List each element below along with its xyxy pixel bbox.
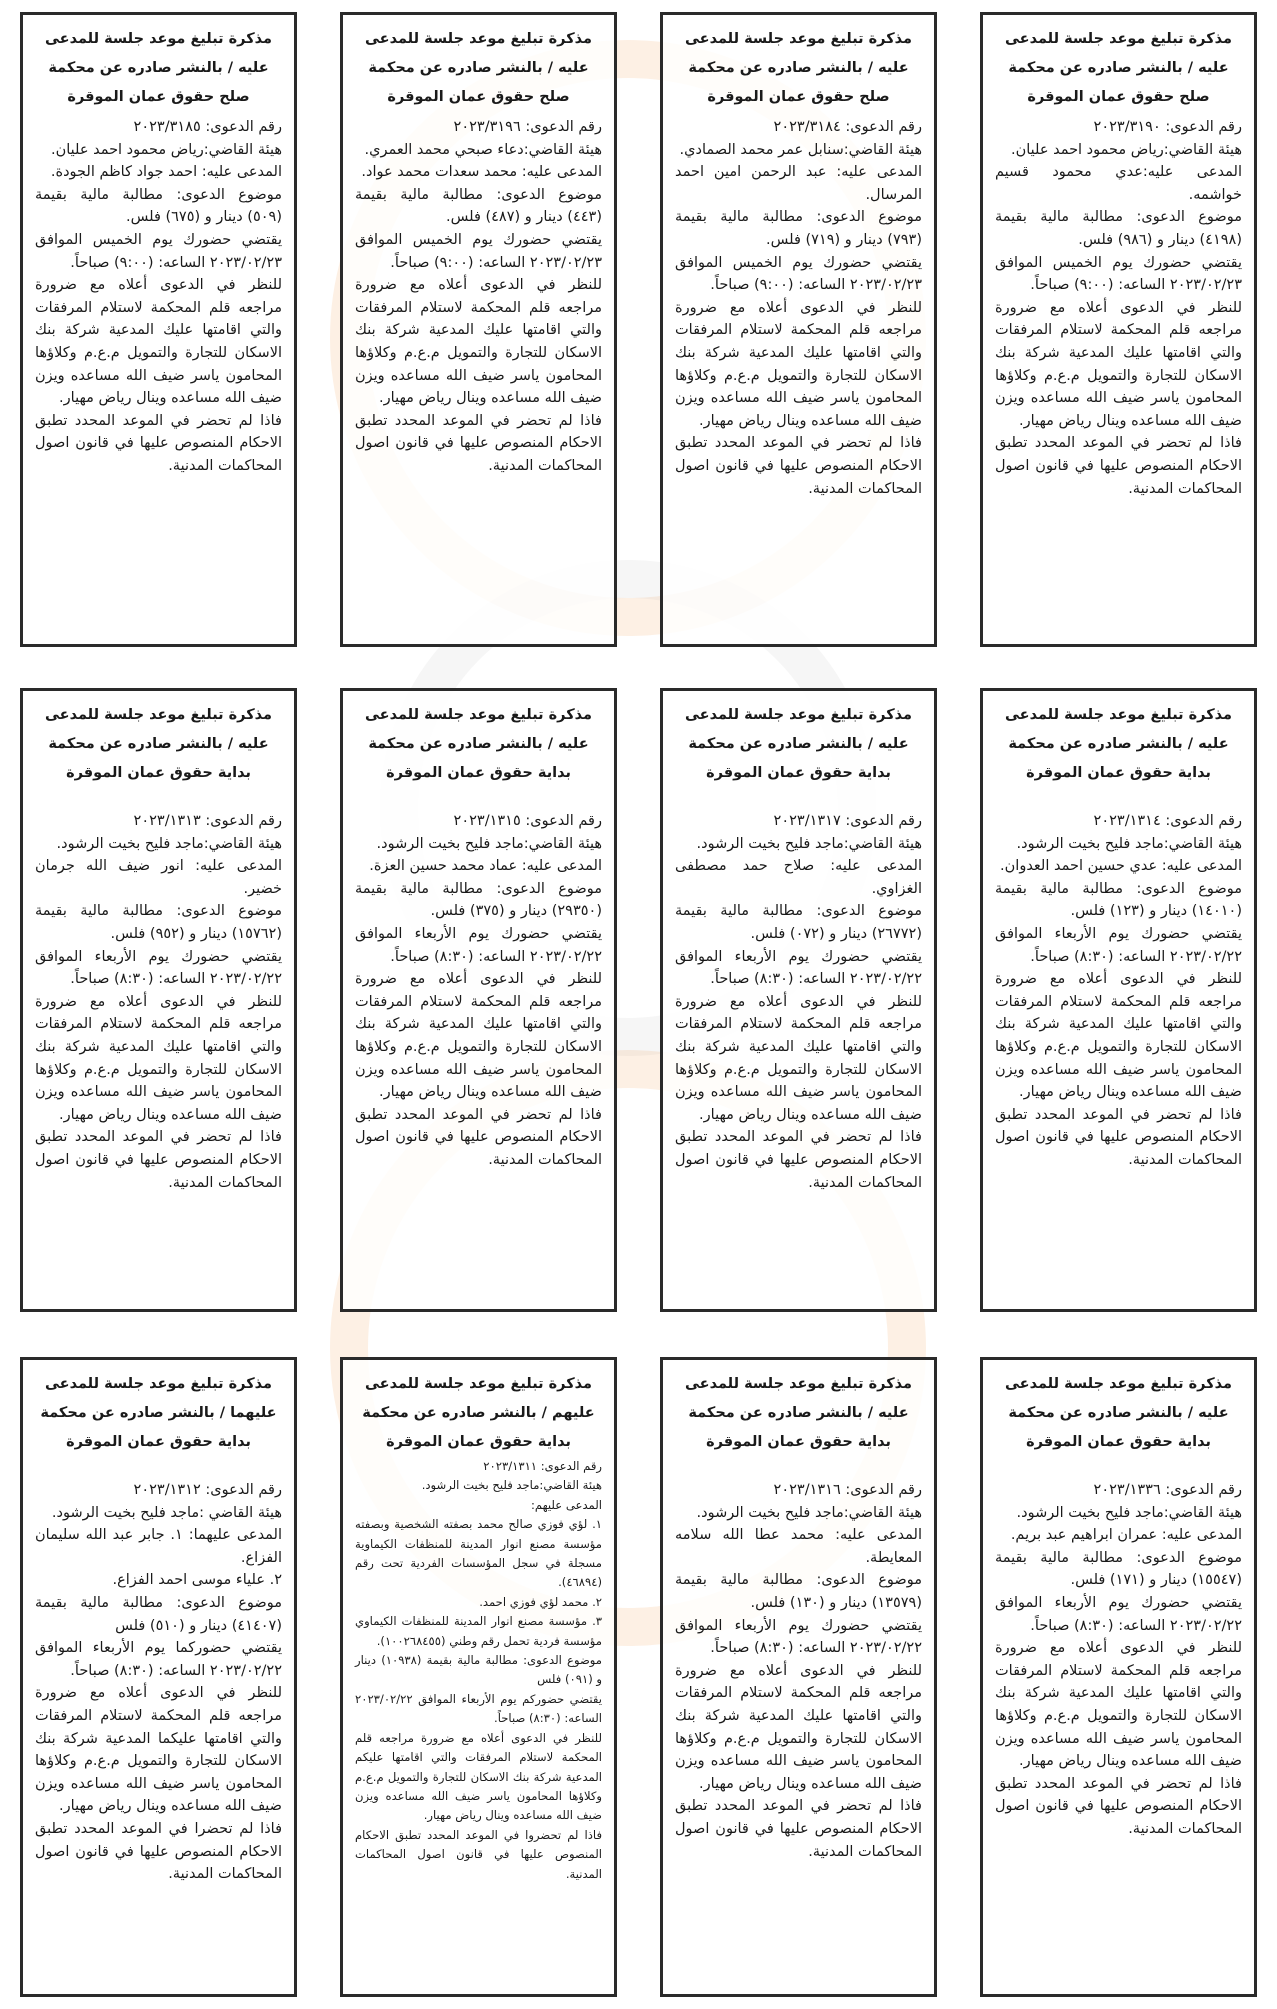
notice-paragraph: فاذا لم تحضر في الموعد المحدد تطبق الاحكام المنصوص عليها في قانون اصول المحاكمات المدنية. [355,1106,602,1168]
notice-paragraph: يقتضي حضورك يوم الخميس الموافق ٢٠٢٣/٠٢/٢٣ الساعه: (٩:٠٠) صباحاً. [995,254,1242,294]
notice-paragraph: المدعى عليه: صلاح حمد مصطفى الغزاوي. [675,858,922,897]
legal-notice [340,12,617,647]
notice-paragraph: موضوع الدعوى: مطالبة مالية بقيمة (٢٩٣٥٠) دينار و (٣٧٥) فلس. [355,880,602,920]
legal-notice [980,1357,1257,1997]
notice-paragraph: موضوع الدعوى: مطالبة مالية بقيمة (١٤٠١٠) دينار و (١٢٣) فلس. [995,880,1242,920]
notice-paragraph: رقم الدعوى: ٢٠٢٣/١٣١٧ [773,813,922,829]
notice-paragraph: المدعى عليه: احمد جواد كاظم الجودة. [50,164,282,181]
notice-paragraph: رقم الدعوى: ٢٠٢٣/٣١٨٤ [773,119,922,135]
legal-notice [20,688,297,1312]
notice-paragraph: المدعى عليه: محمد عطا الله سلامه المعايطة. [675,1527,922,1566]
notice-paragraph: المدعى عليه: عماد محمد حسين العزة. [369,858,602,875]
notice-paragraph: موضوع الدعوى: مطالبة مالية بقيمة (١٥٥٤٧) دينار و (١٧١) فلس. [995,1549,1242,1589]
notice-paragraph: المدعى عليه: عدي حسين احمد العدوان. [1000,858,1242,875]
notice-paragraph: للنظر في الدعوى أعلاه مع ضرورة مراجعه قلم المحكمة لاستلام المرفقات والتي اقامتها عليك المدعية شركة بنك الاسكان للتجارة والتمويل م.ع.م وكلاؤها المحامون ياسر ضيف الله مساعده ويزن ضيف الله مساعده وينال رياض مهيار. [35,277,282,407]
notice-paragraph: رقم الدعوى: ٢٠٢٣/١٣١٢ [133,1482,282,1498]
notice-paragraph: يقتضي حضوركم يوم الأربعاء الموافق ٢٠٢٣/٠٢/٢٢ الساعه: (٨:٣٠) صباحاً. [355,1691,602,1726]
notice-paragraph: فاذا لم تحضرا في الموعد المحدد تطبق الاحكام المنصوص عليها في قانون اصول المحاكمات المدنية. [35,1820,282,1883]
notice-paragraph: فاذا لم تحضر في الموعد المحدد تطبق الاحكام المنصوص عليها في قانون اصول المحاكمات المدنية. [35,412,282,474]
notice-paragraph: ١. لؤي فوزي صالح محمد بصفته الشخصية وبصفته مؤسسة مصنع انوار المدينة للمنظفات الكيماوية مسجلة في سجل المؤسسات الفردية تحت رقم (٤٦٨٩٤). [355,1517,602,1590]
notice-title: مذكرة تبليغ موعد جلسة للمدعى عليه / بالنشر صادره عن محكمة صلح حقوق عمان الموقرة [685,31,912,105]
notice-paragraph: موضوع الدعوى: مطالبة مالية بقيمة (١٣٥٧٩) دينار و (١٣٠) فلس. [675,1572,922,1611]
notice-title: مذكرة تبليغ موعد جلسة للمدعى عليه / بالنشر صادره عن محكمة بداية حقوق عمان الموقرة [45,707,272,781]
notice-paragraph: ٢. محمد لؤي فوزي احمد. [479,1594,602,1609]
notice-paragraph: ٣. مؤسسة مصنع انوار المدينة للمنظفات الكيماوي مؤسسة فردية تحمل رقم وطني (١٠٠٢٦٨٤٥٥). [355,1614,602,1648]
notice-paragraph: المدعى عليه: انور ضيف الله جرمان خضير. [35,858,282,897]
notice-paragraph: يقتضي حضورك يوم الأربعاء الموافق ٢٠٢٣/٠٢/٢٢ الساعه: (٨:٣٠) صباحاً. [675,1617,922,1657]
notice-paragraph: هيئة القاضي:ماجد فليح بخيت الرشود. [376,835,602,852]
notice-paragraph: هيئة القاضي:سنابل عمر محمد الصمادي. [679,141,922,158]
notice-paragraph: رقم الدعوى: ٢٠٢٣/١٣١٥ [453,813,602,829]
legal-notice [660,688,937,1312]
notice-paragraph: هيئة القاضي:دعاء صبحي محمد العمري. [364,141,602,158]
notice-title: مذكرة تبليغ موعد جلسة للمدعى عليه / بالنشر صادره عن محكمة بداية حقوق عمان الموقرة [1005,1376,1232,1450]
notice-title: مذكرة تبليغ موعد جلسة للمدعى عليه / بالنشر صادره عن محكمة صلح حقوق عمان الموقرة [365,31,592,105]
notice-paragraph: رقم الدعوى: ٢٠٢٣/٣١٨٥ [133,119,282,135]
notice-paragraph: هيئة القاضي:رياض محمود احمد عليان. [1010,141,1242,158]
legal-notice [660,1357,937,1997]
notice-title: مذكرة تبليغ موعد جلسة للمدعى عليه / بالنشر صادره عن محكمة بداية حقوق عمان الموقرة [1005,707,1232,781]
notice-paragraph: رقم الدعوى: ٢٠٢٣/١٣١١ [483,1459,602,1473]
notice-paragraph: موضوع الدعوى: مطالبة مالية بقيمة (٥٠٩) دينار و (٦٧٥) فلس. [35,186,282,226]
notice-paragraph: للنظر في الدعوى أعلاه مع ضرورة مراجعه قلم المحكمة لاستلام المرفقات والتي اقامتها عليك المدعية شركة بنك الاسكان للتجارة والتمويل م.ع.م وكلاؤها المحامون ياسر ضيف الله مساعده ويزن ضيف الله مساعده وينال رياض مهيار. [35,993,282,1123]
notice-paragraph: فاذا لم تحضر في الموعد المحدد تطبق الاحكام المنصوص عليها في قانون اصول المحاكمات المدنية. [35,1129,282,1191]
notice-paragraph: فاذا لم تحضر في الموعد المحدد تطبق الاحكام المنصوص عليها في قانون اصول المحاكمات المدنية. [995,1106,1242,1168]
notice-paragraph: هيئة القاضي:ماجد فليح بخيت الرشود. [56,835,282,852]
notice-paragraph: المدعى عليهم: [530,1497,602,1512]
notice-title: مذكرة تبليغ موعد جلسة للمدعى عليه / بالنشر صادره عن محكمة صلح حقوق عمان الموقرة [1005,31,1232,105]
notice-paragraph: للنظر في الدعوى أعلاه مع ضرورة مراجعه قلم المحكمة لاستلام المرفقات والتي اقامتها عليك المدعية شركة بنك الاسكان للتجارة والتمويل م.ع.م وكلاؤها المحامون ياسر ضيف الله مساعده ويزن ضيف الله مساعده وينال رياض مهيار. [995,971,1242,1101]
legal-notice [340,688,617,1312]
notice-paragraph: للنظر في الدعوى أعلاه مع ضرورة مراجعه قلم المحكمة لاستلام المرفقات والتي اقامتها عليك المدعية شركة بنك الاسكان للتجارة والتمويل م.ع.م وكلاؤها المحامون ياسر ضيف الله مساعده ويزن ضيف الله مساعده وينال رياض مهيار. [995,299,1242,429]
notice-title: مذكرة تبليغ موعد جلسة للمدعى عليهما / بالنشر صادره عن محكمة بداية حقوق عمان الموقرة [40,1376,277,1450]
notice-paragraph: يقتضي حضورك يوم الخميس الموافق ٢٠٢٣/٠٢/٢٣ الساعه: (٩:٠٠) صباحاً. [35,231,282,271]
notice-paragraph: للنظر في الدعوى أعلاه مع ضرورة مراجعه قلم المحكمة لاستلام المرفقات والتي اقامتها عليك المدعية شركة بنك الاسكان للتجارة والتمويل م.ع.م وكلاؤها المحامون ياسر ضيف الله مساعده ويزن ضيف الله مساعده وينال رياض مهيار. [675,299,922,429]
notice-title: مذكرة تبليغ موعد جلسة للمدعى عليه / بالنشر صادره عن محكمة بداية حقوق عمان الموقرة [685,707,912,781]
notice-paragraph: فاذا لم تحضر في الموعد المحدد تطبق الاحكام المنصوص عليها في قانون اصول المحاكمات المدنية. [675,1129,922,1191]
notice-paragraph: للنظر في الدعوى أعلاه مع ضرورة مراجعه قلم المحكمة لاستلام المرفقات والتي اقامتها عليكم المدعية شركة بنك الاسكان للتجارة والتمويل م.ع.م وكلاؤها المحامون ياسر ضيف الله مساعده ويزن ضيف الله مساعده وينال رياض مهيار. [355,1730,602,1823]
notice-paragraph: هيئة القاضي:ماجد فليح بخيت الرشود. [696,835,922,852]
notice-paragraph: موضوع الدعوى: مطالبة مالية بقيمة (١٥٧٦٢) دينار و (٩٥٢) فلس. [35,903,282,942]
legal-notice [980,688,1257,1312]
notice-paragraph: للنظر في الدعوى أعلاه مع ضرورة مراجعه قلم المحكمة لاستلام المرفقات والتي اقامتها عليك المدعية شركة بنك الاسكان للتجارة والتمويل م.ع.م وكلاؤها المحامون ياسر ضيف الله مساعده ويزن ضيف الله مساعده وينال رياض مهيار. [355,277,602,407]
notice-paragraph: موضوع الدعوى: مطالبة مالية بقيمة (١٠٩٣٨) دينار و (٠٩١) فلس [355,1653,602,1687]
notice-paragraph: للنظر في الدعوى أعلاه مع ضرورة مراجعه قلم المحكمة لاستلام المرفقات والتي اقامتها عليكما المدعية شركة بنك الاسكان للتجارة والتمويل م.ع.م وكلاؤها المحامون ياسر ضيف الله مساعده ويزن ضيف الله مساعده وينال رياض مهيار. [35,1685,282,1815]
notice-paragraph: موضوع الدعوى: مطالبة مالية بقيمة (٤٤٣) دينار و (٤٨٧) فلس. [355,186,602,226]
notice-paragraph: هيئة القاضي:ماجد فليح بخيت الرشود. [1016,1504,1242,1521]
notice-paragraph: يقتضي حضورك يوم الأربعاء الموافق ٢٠٢٣/٠٢/٢٢ الساعه: (٨:٣٠) صباحاً. [355,925,602,965]
notice-paragraph: هيئة القاضي :ماجد فليح بخيت الرشود. [51,1504,282,1521]
notice-paragraph: ٢. علياء موسى احمد الفزاع. [112,1572,282,1589]
notice-paragraph: فاذا لم تحضر في الموعد المحدد تطبق الاحكام المنصوص عليها في قانون اصول المحاكمات المدنية. [675,435,922,497]
notice-paragraph: المدعى عليه: عبد الرحمن امين احمد المرسال. [675,164,922,203]
notice-paragraph: المدعى عليهما: ١. جابر عبد الله سليمان الفزاع. [35,1527,283,1566]
notice-paragraph: رقم الدعوى: ٢٠٢٣/١٣١٣ [133,813,282,829]
notice-paragraph: المدعى عليه:عدي محمود قسيم خواشمه. [995,164,1242,203]
notice-paragraph: المدعى عليه: عمران ابراهيم عبد بريم. [1010,1527,1242,1544]
notice-paragraph: فاذا لم تحضر في الموعد المحدد تطبق الاحكام المنصوص عليها في قانون اصول المحاكمات المدنية. [995,1775,1242,1837]
notice-paragraph: يقتضي حضورك يوم الأربعاء الموافق ٢٠٢٣/٠٢/٢٢ الساعه: (٨:٣٠) صباحاً. [995,925,1242,965]
notice-paragraph: المدعى عليه: محمد سعدات محمد عواد. [361,164,602,181]
notice-paragraph: يقتضي حضورك يوم الأربعاء الموافق ٢٠٢٣/٠٢/٢٢ الساعه: (٨:٣٠) صباحاً. [35,948,282,988]
notice-paragraph: هيئة القاضي:ماجد فليح بخيت الرشود. [696,1504,922,1521]
notice-paragraph: موضوع الدعوى: مطالبة مالية بقيمة (٤١٩٨) دينار و (٩٨٦) فلس. [995,209,1242,248]
notice-paragraph: للنظر في الدعوى أعلاه مع ضرورة مراجعه قلم المحكمة لاستلام المرفقات والتي اقامتها عليك المدعية شركة بنك الاسكان للتجارة والتمويل م.ع.م وكلاؤها المحامون ياسر ضيف الله مساعده ويزن ضيف الله مساعده وينال رياض مهيار. [355,971,602,1101]
notice-paragraph: يقتضي حضورك يوم الأربعاء الموافق ٢٠٢٣/٠٢/٢٢ الساعه: (٨:٣٠) صباحاً. [995,1594,1242,1634]
notice-paragraph: موضوع الدعوى: مطالبة مالية بقيمة (٢٦٧٧٢) دينار و (٠٧٢) فلس. [675,903,922,942]
notice-paragraph: للنظر في الدعوى أعلاه مع ضرورة مراجعه قلم المحكمة لاستلام المرفقات والتي اقامتها عليك المدعية شركة بنك الاسكان للتجارة والتمويل م.ع.م وكلاؤها المحامون ياسر ضيف الله مساعده ويزن ضيف الله مساعده وينال رياض مهيار. [675,1662,922,1792]
notice-title: مذكرة تبليغ موعد جلسة للمدعى عليه / بالنشر صادره عن محكمة صلح حقوق عمان الموقرة [45,31,272,105]
legal-notice [980,12,1257,647]
notice-paragraph: رقم الدعوى: ٢٠٢٣/١٣١٦ [773,1482,922,1498]
notice-paragraph: رقم الدعوى: ٢٠٢٣/٣١٩٠ [1093,119,1242,135]
notice-paragraph: هيئة القاضي:رياض محمود احمد عليان. [50,141,282,158]
notice-paragraph: يقتضي حضورك يوم الخميس الموافق ٢٠٢٣/٠٢/٢٣ الساعه: (٩:٠٠) صباحاً. [675,254,922,294]
notice-paragraph: هيئة القاضي:ماجد فليح بخيت الرشود. [421,1478,602,1493]
notice-paragraph: رقم الدعوى: ٢٠٢٣/١٣١٤ [1093,813,1242,829]
notice-title: مذكرة تبليغ موعد جلسة للمدعى عليه / بالنشر صادره عن محكمة بداية حقوق عمان الموقرة [365,707,592,781]
legal-notice [660,12,937,647]
notice-paragraph: هيئة القاضي:ماجد فليح بخيت الرشود. [1016,835,1242,852]
notice-paragraph: رقم الدعوى: ٢٠٢٣/٣١٩٦ [453,119,602,135]
notice-paragraph: رقم الدعوى: ٢٠٢٣/١٣٣٦ [1093,1482,1242,1498]
notice-paragraph: موضوع الدعوى: مطالبة مالية بقيمة (٧٩٣) دينار و (٧١٩) فلس. [675,209,922,248]
notice-paragraph: للنظر في الدعوى أعلاه مع ضرورة مراجعه قلم المحكمة لاستلام المرفقات والتي اقامتها عليك المدعية شركة بنك الاسكان للتجارة والتمويل م.ع.م وكلاؤها المحامون ياسر ضيف الله مساعده ويزن ضيف الله مساعده وينال رياض مهيار. [675,993,922,1123]
notice-paragraph: يقتضي حضورك يوم الخميس الموافق ٢٠٢٣/٠٢/٢٣ الساعه: (٩:٠٠) صباحاً. [355,231,602,271]
legal-notice [20,1357,297,1997]
notice-paragraph: فاذا لم تحضر في الموعد المحدد تطبق الاحكام المنصوص عليها في قانون اصول المحاكمات المدنية. [675,1798,922,1860]
notice-paragraph: فاذا لم تحضر في الموعد المحدد تطبق الاحكام المنصوص عليها في قانون اصول المحاكمات المدنية. [355,412,602,474]
legal-notice [340,1357,617,1997]
notice-paragraph: فاذا لم تحضروا في الموعد المحدد تطبق الاحكام المنصوص عليها في قانون اصول المحاكمات المدنية. [355,1827,602,1881]
notice-paragraph: يقتضي حضوركما يوم الأربعاء الموافق ٢٠٢٣/٠٢/٢٢ الساعه: (٨:٣٠) صباحاً. [35,1640,282,1679]
notice-title: مذكرة تبليغ موعد جلسة للمدعى عليه / بالنشر صادره عن محكمة بداية حقوق عمان الموقرة [685,1376,912,1450]
notice-paragraph: موضوع الدعوى: مطالبة مالية بقيمة (٤١٤٠٧) دينار و (٥١٠) فلس [35,1594,282,1634]
notice-paragraph: يقتضي حضورك يوم الأربعاء الموافق ٢٠٢٣/٠٢/٢٢ الساعه: (٨:٣٠) صباحاً. [675,948,922,988]
notice-title: مذكرة تبليغ موعد جلسة للمدعى عليهم / بالنشر صادره عن محكمة بداية حقوق عمان الموقرة [362,1376,595,1450]
notice-paragraph: للنظر في الدعوى أعلاه مع ضرورة مراجعه قلم المحكمة لاستلام المرفقات والتي اقامتها عليك المدعية شركة بنك الاسكان للتجارة والتمويل م.ع.م وكلاؤها المحامون ياسر ضيف الله مساعده ويزن ضيف الله مساعده وينال رياض مهيار. [995,1640,1242,1770]
notice-paragraph: فاذا لم تحضر في الموعد المحدد تطبق الاحكام المنصوص عليها في قانون اصول المحاكمات المدنية. [995,435,1242,497]
legal-notice [20,12,297,647]
